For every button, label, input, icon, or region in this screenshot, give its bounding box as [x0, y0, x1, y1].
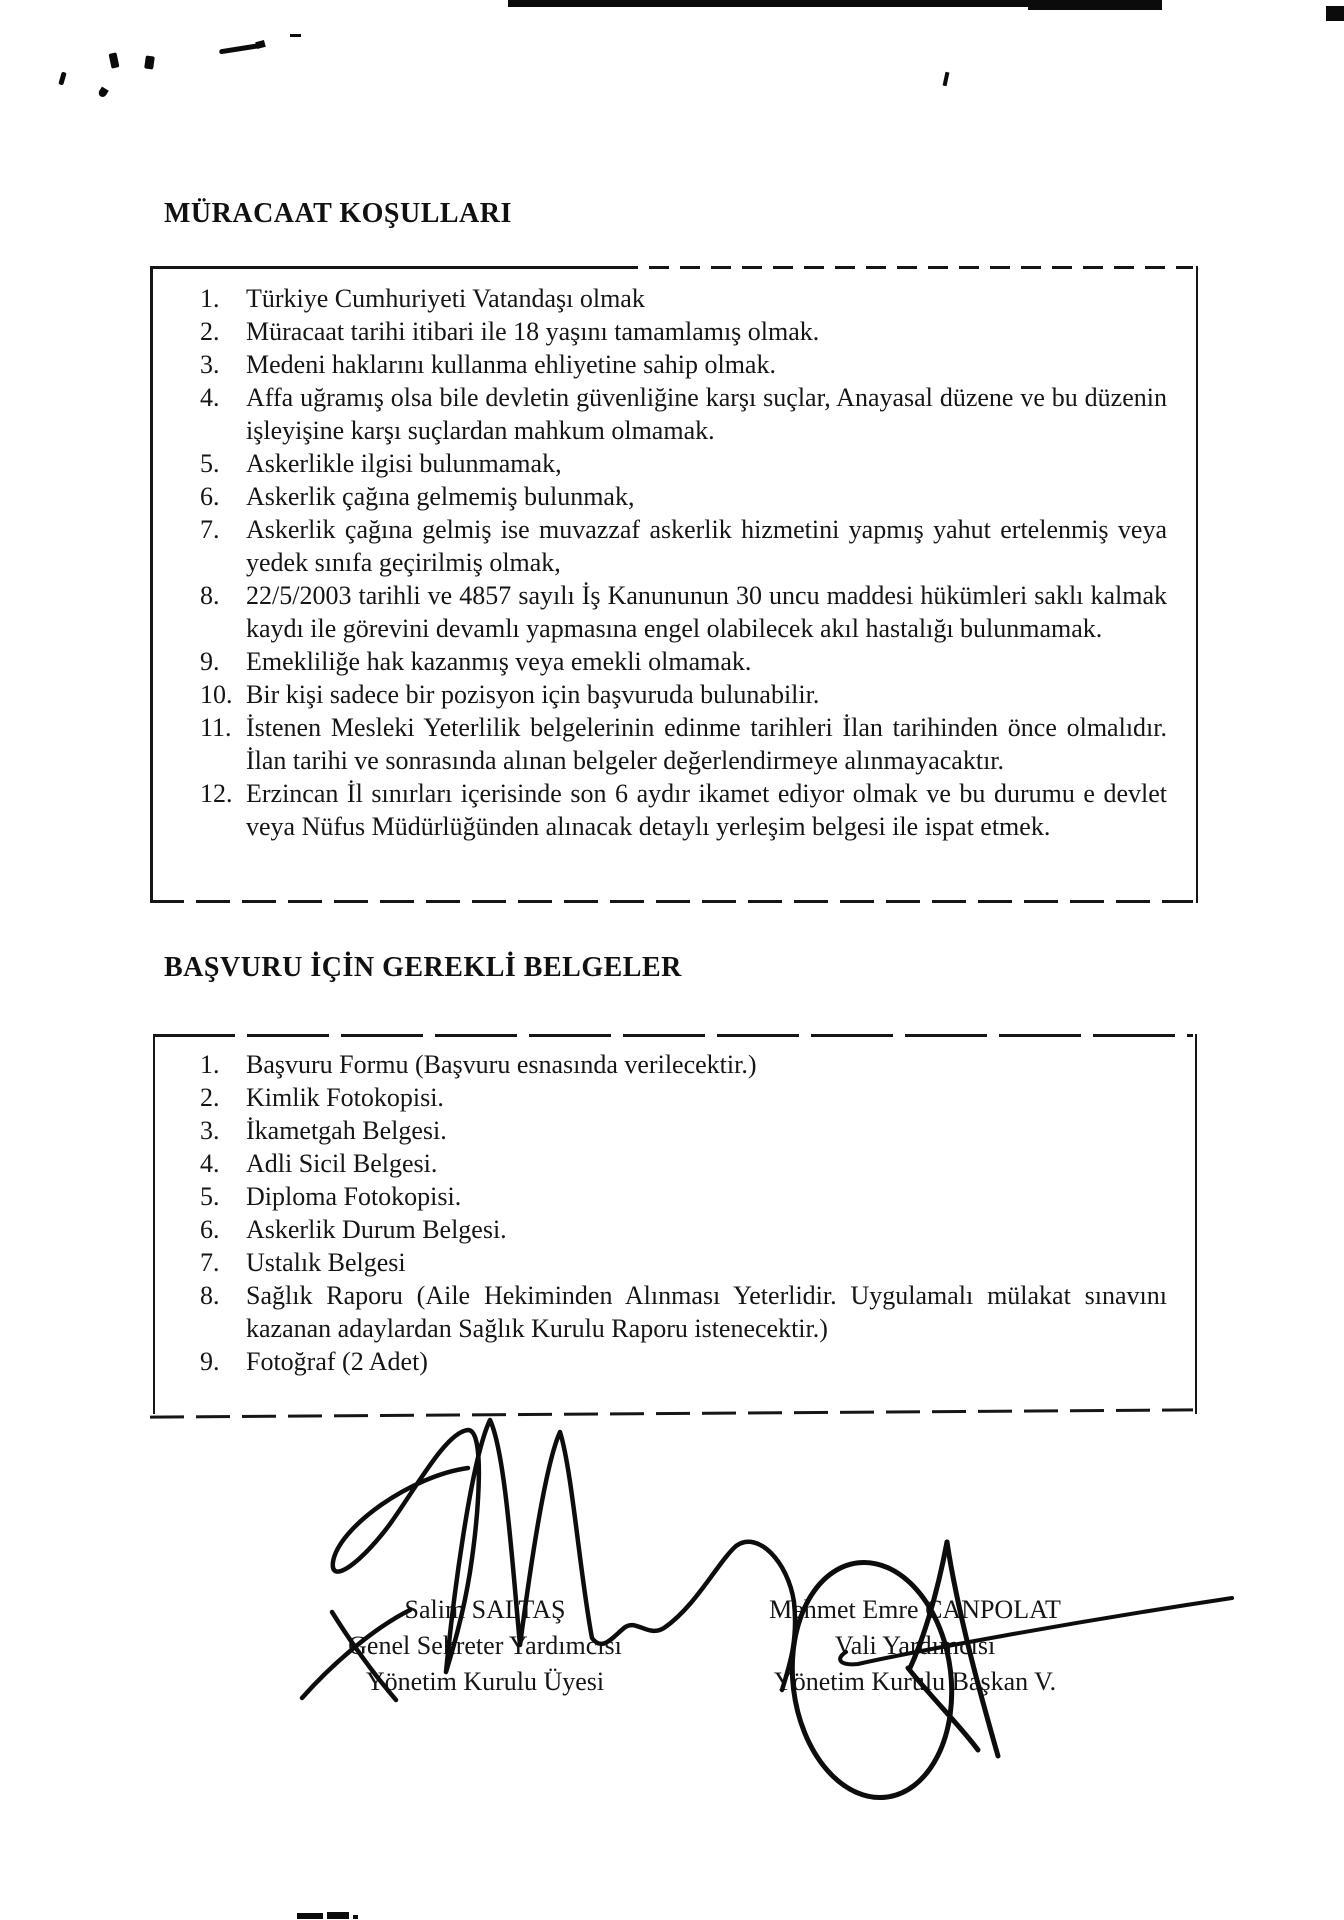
scan-artifact-speck — [109, 52, 120, 68]
item-number: 9. — [200, 647, 220, 676]
item-text: Diploma Fotokopisi. — [246, 1182, 462, 1211]
muracaat-list-item — [200, 348, 1167, 381]
scan-artifact-speck — [97, 87, 109, 99]
muracaat-list-item — [200, 645, 1167, 678]
signer-name: Mehmet Emre CANPOLAT — [769, 1595, 1061, 1624]
item-number: 10. — [200, 680, 233, 709]
muracaat-list-item — [200, 777, 1167, 843]
scan-artifact-speck — [144, 55, 155, 69]
belgeler-list — [200, 1048, 1167, 1378]
item-number: 5. — [200, 1182, 220, 1211]
muracaat-box-bottom-dashes — [150, 900, 1193, 903]
signer-title: Yönetim Kurulu Üyesi — [365, 1667, 605, 1696]
section-heading-belgeler: BAŞVURU İÇİN GEREKLİ BELGELER — [164, 952, 682, 983]
belgeler-list-item — [200, 1213, 1167, 1246]
muracaat-list-item — [200, 447, 1167, 480]
scan-artifact-top-bar-thick — [1028, 0, 1162, 10]
item-text: Askerlikle ilgisi bulunmamak, — [246, 449, 562, 478]
muracaat-list-item — [200, 678, 1167, 711]
item-number: 2. — [200, 317, 220, 346]
item-text: İkametgah Belgesi. — [246, 1116, 447, 1145]
item-text: İstenen Mesleki Yeterlilik belgelerinin edinme tarihleri İlan tarihinden önce olmalıdır. İlan tarihi ve sonrasında alınan belgeler değerlendirmeye alınmayacaktır. — [246, 713, 1167, 775]
item-text: Bir kişi sadece bir pozisyon için başvuruda bulunabilir. — [246, 680, 820, 709]
muracaat-list-item — [200, 513, 1167, 579]
item-number: 5. — [200, 449, 220, 478]
muracaat-list-item — [200, 381, 1167, 447]
item-number: 3. — [200, 1116, 220, 1145]
muracaat-list-item — [200, 579, 1167, 645]
signer-title: Genel Sekreter Yardımcısı — [348, 1631, 622, 1660]
item-number: 11. — [200, 713, 232, 742]
item-text: Sağlık Raporu (Aile Hekiminden Alınması Yeterlidir. Uygulamalı mülakat sınavını kazanan adaylardan Sağlık Kurulu Raporu istenecektir.) — [246, 1281, 1167, 1343]
item-number: 6. — [200, 1215, 220, 1244]
belgeler-list-item — [200, 1180, 1167, 1213]
item-number: 4. — [200, 1149, 220, 1178]
belgeler-list-item — [200, 1345, 1167, 1378]
scan-artifact-corner-mark — [1326, 6, 1344, 21]
scan-artifact-bottom-dot — [353, 1915, 358, 1919]
item-text: Türkiye Cumhuriyeti Vatandaşı olmak — [246, 284, 645, 313]
item-text: Fotoğraf (2 Adet) — [246, 1347, 428, 1376]
item-number: 2. — [200, 1083, 220, 1112]
item-number: 4. — [200, 383, 220, 412]
muracaat-box-top-line — [150, 266, 618, 269]
signature-block-left — [285, 1592, 685, 1700]
signer-name: Salim SALTAŞ — [404, 1595, 566, 1624]
item-text: Medeni haklarını kullanma ehliyetine sahip olmak. — [246, 350, 776, 379]
muracaat-list-item — [200, 282, 1167, 315]
muracaat-list-item — [200, 315, 1167, 348]
item-number: 1. — [200, 284, 220, 313]
scan-artifact-speck — [58, 72, 66, 86]
muracaat-list-item — [200, 480, 1167, 513]
scan-artifact-bottom-mark — [327, 1912, 349, 1919]
scan-artifact-dash — [290, 34, 301, 37]
item-number: 7. — [200, 1248, 220, 1277]
signer-title: Yönetim Kurulu Başkan V. — [773, 1667, 1057, 1696]
item-number: 8. — [200, 581, 220, 610]
belgeler-box-top-dashes — [153, 1034, 1193, 1037]
item-text: Erzincan İl sınırları içerisinde son 6 aydır ikamet ediyor olmak ve bu durumu e devlet veya Nüfus Müdürlüğünden alınacak detaylı yerleşim belgesi ile ispat etmek. — [246, 779, 1167, 841]
signature-block-right — [715, 1592, 1115, 1700]
belgeler-list-item — [200, 1279, 1167, 1345]
belgeler-list-item — [200, 1114, 1167, 1147]
item-text: Ustalık Belgesi — [246, 1248, 406, 1277]
item-number: 8. — [200, 1281, 220, 1310]
item-number: 12. — [200, 779, 233, 808]
scan-artifact-speck — [255, 40, 266, 49]
item-number: 1. — [200, 1050, 220, 1079]
section-heading-muracaat: MÜRACAAT KOŞULLARI — [164, 198, 512, 229]
item-number: 3. — [200, 350, 220, 379]
belgeler-list-item — [200, 1081, 1167, 1114]
scan-artifact-bottom-mark — [297, 1913, 323, 1919]
item-text: Müracaat tarihi itibari ile 18 yaşını tamamlamış olmak. — [246, 317, 820, 346]
item-text: 22/5/2003 tarihli ve 4857 sayılı İş Kanununun 30 uncu maddesi hükümleri saklı kalmak kaydı ile görevini devamlı yapmasına engel olabilecek akıl hastalığı bulunmamak. — [246, 581, 1167, 643]
scan-artifact-speck — [943, 72, 950, 87]
belgeler-list-item — [200, 1048, 1167, 1081]
item-text: Askerlik çağına gelmemiş bulunmak, — [246, 482, 635, 511]
belgeler-list-item — [200, 1147, 1167, 1180]
item-number: 9. — [200, 1347, 220, 1376]
signer-title: Vali Yardımcısı — [834, 1631, 996, 1660]
muracaat-list-item — [200, 711, 1167, 777]
muracaat-box-top-dashes — [618, 266, 1193, 269]
item-text: Kimlik Fotokopisi. — [246, 1083, 444, 1112]
scan-artifact-top-bar — [508, 0, 1032, 7]
item-number: 7. — [200, 515, 220, 544]
item-text: Başvuru Formu (Başvuru esnasında verilecektir.) — [246, 1050, 757, 1079]
item-number: 6. — [200, 482, 220, 511]
item-text: Adli Sicil Belgesi. — [246, 1149, 438, 1178]
item-text: Emekliliğe hak kazanmış veya emekli olmamak. — [246, 647, 752, 676]
muracaat-list — [200, 282, 1167, 843]
item-text: Askerlik çağına gelmiş ise muvazzaf askerlik hizmetini yapmış yahut ertelenmiş veya yedek sınıfa geçirilmiş olmak, — [246, 515, 1167, 577]
belgeler-list-item — [200, 1246, 1167, 1279]
item-text: Affa uğramış olsa bile devletin güvenliğine karşı suçlar, Anayasal düzene ve bu düzenin işleyişine karşı suçlardan mahkum olmamak. — [246, 383, 1167, 445]
item-text: Askerlik Durum Belgesi. — [246, 1215, 507, 1244]
